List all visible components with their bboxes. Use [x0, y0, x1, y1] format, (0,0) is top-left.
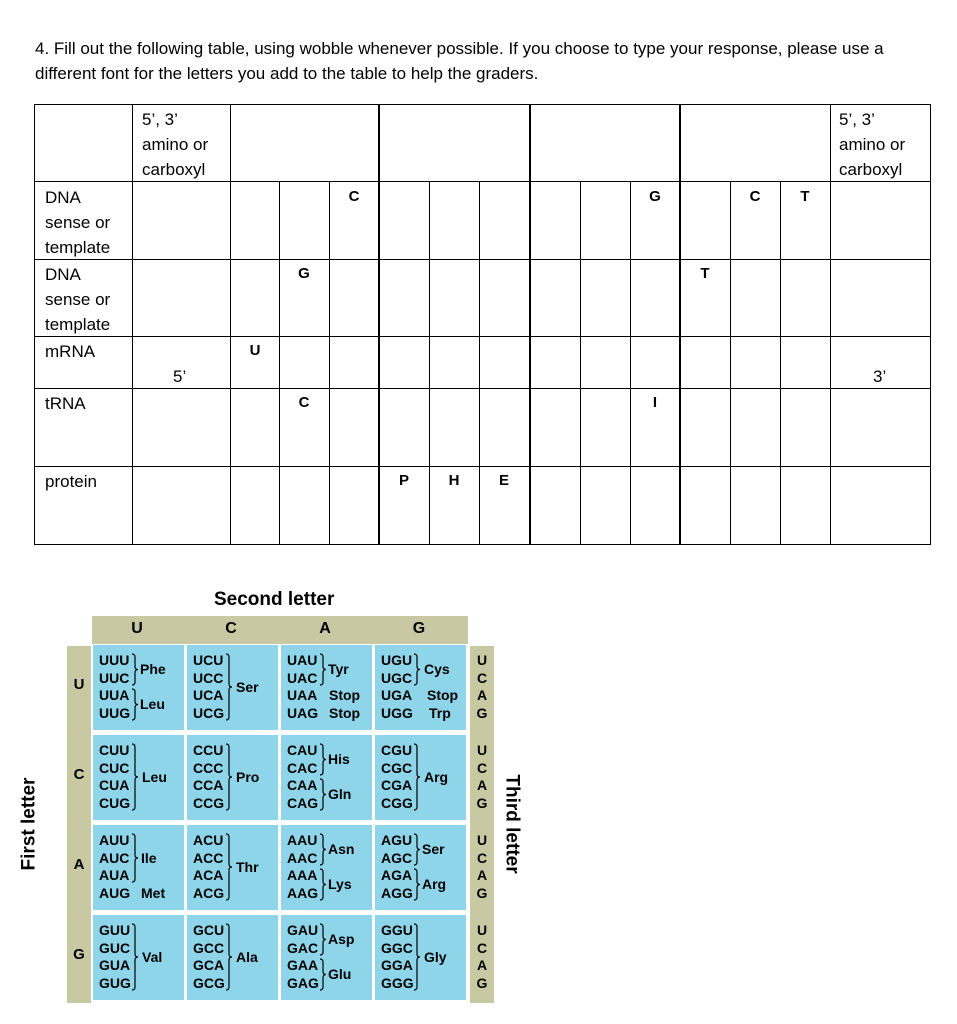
col-divider — [780, 181, 781, 545]
codon: GUG — [99, 974, 131, 991]
col-divider — [580, 181, 581, 545]
row-label-template: template — [45, 238, 111, 257]
codon: GCU — [193, 922, 225, 938]
codon: AGG — [381, 884, 413, 901]
codon: CAA — [287, 777, 318, 793]
amino-acid: Lys — [328, 876, 352, 892]
codon: CCG — [193, 794, 225, 811]
left-end-header-1: 5’, 3’ — [142, 110, 178, 129]
brace — [319, 653, 327, 686]
codon: AGC — [381, 849, 413, 866]
brace — [319, 778, 327, 811]
row-label-trna: tRNA — [45, 394, 86, 413]
codon: ACA — [193, 867, 224, 883]
row-label-dna: DNA — [45, 188, 81, 207]
brace — [413, 923, 421, 991]
amino-acid: Trp — [429, 704, 451, 721]
third-letter-u: U — [476, 652, 488, 668]
row-divider — [34, 336, 931, 337]
amino-acid: His — [328, 751, 350, 767]
row-divider — [34, 259, 931, 260]
amino-acid: Asp — [328, 931, 355, 947]
given-residue: P — [398, 472, 409, 489]
col-divider — [329, 181, 330, 545]
codon: GAC — [287, 939, 319, 956]
codon: UUC — [99, 669, 130, 686]
amino-acid: Val — [142, 949, 163, 965]
first-letter-c: C — [73, 766, 85, 783]
given-base: T — [700, 265, 710, 282]
codon-chart — [18, 585, 532, 1005]
brace — [131, 688, 139, 721]
amino-acid: Glu — [328, 966, 352, 982]
codon: GAU — [287, 922, 319, 938]
codon: GGA — [381, 957, 413, 973]
given-base: I — [652, 394, 658, 411]
third-letter-u: U — [476, 742, 488, 758]
brace — [413, 833, 421, 866]
col-divider — [730, 181, 731, 545]
codon: UCC — [193, 669, 224, 686]
amino-acid: Ala — [236, 949, 258, 965]
amino-acid: Leu — [142, 769, 167, 785]
codon: AUU — [99, 832, 130, 848]
third-letter-u: U — [476, 832, 488, 848]
amino-acid: Asn — [328, 841, 355, 857]
codon: UAC — [287, 669, 318, 686]
brace — [413, 868, 421, 901]
col-divider — [479, 181, 480, 545]
brace — [225, 833, 233, 901]
col-divider — [830, 104, 831, 545]
codon-chart-title: Second letter — [214, 589, 335, 610]
codon: CAG — [287, 794, 319, 811]
third-letter-g: G — [476, 884, 488, 901]
codon: CUC — [99, 759, 130, 776]
codon: CUU — [99, 742, 130, 758]
codon: AAC — [287, 849, 318, 866]
codon: UUA — [99, 687, 130, 703]
codon: GUU — [99, 922, 131, 938]
first-letter-axis: First letter — [18, 777, 40, 871]
brace — [319, 743, 327, 776]
brace — [319, 833, 327, 866]
brace — [225, 653, 233, 721]
right-end-header-2: amino or — [839, 135, 906, 154]
codon: UUG — [99, 704, 131, 721]
codon: AUC — [99, 849, 130, 866]
codon: UCG — [193, 704, 225, 721]
left-end-header-3: carboxyl — [142, 160, 206, 179]
codon: CUG — [99, 794, 131, 811]
row-label-protein: protein — [45, 472, 97, 491]
amino-acid: Leu — [140, 696, 165, 712]
codon: GCA — [193, 957, 225, 973]
codon: UCA — [193, 687, 224, 703]
row-divider — [34, 388, 931, 389]
brace — [131, 923, 139, 991]
codon: UCU — [193, 652, 224, 668]
codon: UGU — [381, 652, 413, 668]
amino-acid: Tyr — [328, 661, 349, 677]
third-letter-a: A — [476, 687, 488, 703]
codon: UGA — [381, 687, 413, 703]
stop-codon: Stop — [427, 687, 459, 703]
first-letter-u: U — [73, 676, 85, 693]
amino-acid: Ile — [141, 850, 157, 866]
third-letter-g: G — [476, 794, 488, 811]
brace — [131, 743, 139, 811]
second-letter-u: U — [131, 620, 143, 637]
third-letter-a: A — [476, 957, 488, 973]
amino-acid: Ser — [422, 841, 445, 857]
amino-acid: Met — [141, 884, 166, 901]
codon: AUA — [99, 867, 130, 883]
codon: CGA — [381, 777, 413, 793]
given-residue: H — [448, 472, 460, 489]
codon: GUA — [99, 957, 131, 973]
first-letter-g: G — [73, 946, 85, 963]
given-residue: E — [498, 472, 509, 489]
codon: AGU — [381, 832, 413, 848]
codon: UAA — [287, 687, 318, 703]
question-text: 4. Fill out the following table, using wobble whenever possible. If you choose to type your response, please use a different font for the letters you add to the table to help the graders. — [35, 39, 884, 83]
codon: AAA — [287, 867, 318, 883]
col-divider — [132, 104, 133, 545]
brace — [319, 868, 327, 901]
given-base: C — [298, 394, 310, 411]
codon: AAU — [287, 832, 318, 848]
amino-acid: Pro — [236, 769, 260, 785]
brace — [225, 743, 233, 811]
codon: UGC — [381, 669, 413, 686]
codon: UAU — [287, 652, 318, 668]
codon: CCA — [193, 777, 224, 793]
row-label-mrna: mRNA — [45, 342, 96, 361]
codon: ACC — [193, 849, 224, 866]
codon: GGG — [381, 974, 414, 991]
amino-acid: Arg — [422, 876, 447, 892]
given-base: C — [749, 188, 761, 205]
third-letter-a: A — [476, 867, 488, 883]
mrna-three-prime: 3’ — [873, 367, 887, 386]
codon: UUU — [99, 652, 130, 668]
brace — [413, 743, 421, 811]
codon: UGG — [381, 704, 413, 721]
brace — [319, 923, 327, 956]
third-letter-axis: Third letter — [501, 774, 523, 874]
row-label-dna: DNA — [45, 265, 81, 284]
row-label-sense: sense or — [45, 290, 111, 309]
codon: CCC — [193, 759, 224, 776]
stop-codon: Stop — [329, 704, 361, 721]
col-divider — [230, 104, 231, 545]
codon: UAG — [287, 704, 319, 721]
third-letter-g: G — [476, 704, 488, 721]
right-end-header-1: 5’, 3’ — [839, 110, 875, 129]
third-letter-c: C — [476, 669, 488, 686]
codon: CGU — [381, 742, 413, 758]
codon: ACG — [193, 884, 225, 901]
third-letter-u: U — [476, 922, 488, 938]
amino-acid: Phe — [140, 661, 166, 677]
right-end-header-3: carboxyl — [839, 160, 903, 179]
given-base: G — [649, 188, 661, 205]
worksheet-table — [34, 104, 931, 545]
codon: GGU — [381, 922, 413, 938]
first-letter-a: A — [73, 856, 85, 873]
brace — [131, 833, 139, 883]
row-divider — [34, 466, 931, 467]
codon-divider — [529, 104, 531, 545]
amino-acid: Ser — [236, 679, 259, 695]
codon: CGC — [381, 759, 413, 776]
third-letter-g: G — [476, 974, 488, 991]
codon: CAC — [287, 759, 318, 776]
codon: GCG — [193, 974, 225, 991]
brace — [225, 923, 233, 991]
codon: CAU — [287, 742, 318, 758]
given-base: G — [298, 265, 310, 282]
brace — [413, 653, 421, 686]
amino-acid: Arg — [424, 769, 449, 785]
row-label-template: template — [45, 315, 111, 334]
second-letter-a: A — [319, 620, 331, 637]
col-divider — [279, 181, 280, 545]
amino-acid: Gln — [328, 786, 352, 802]
codon: CUA — [99, 777, 130, 793]
codon: GAA — [287, 957, 319, 973]
given-base: C — [348, 188, 360, 205]
codon: GCC — [193, 939, 225, 956]
codon: CCU — [193, 742, 224, 758]
amino-acid: Gly — [424, 949, 447, 965]
codon-divider — [679, 104, 681, 545]
brace — [131, 653, 139, 686]
stop-codon: Stop — [329, 687, 361, 703]
codon: AGA — [381, 867, 413, 883]
col-divider — [630, 181, 631, 545]
third-letter-c: C — [476, 939, 488, 956]
amino-acid: Cys — [424, 661, 450, 677]
second-letter-g: G — [412, 620, 426, 637]
codon: ACU — [193, 832, 224, 848]
codon: GGC — [381, 939, 413, 956]
codon: GAG — [287, 974, 319, 991]
third-letter-c: C — [476, 759, 488, 776]
third-letter-c: C — [476, 849, 488, 866]
row-label-sense: sense or — [45, 213, 111, 232]
codon: AUG — [99, 884, 131, 901]
given-base: U — [249, 342, 261, 359]
codon: AAG — [287, 884, 319, 901]
left-end-header-2: amino or — [142, 135, 209, 154]
col-divider — [429, 181, 430, 545]
third-letter-a: A — [476, 777, 488, 793]
mrna-five-prime: 5’ — [173, 367, 187, 386]
codon: GUC — [99, 939, 131, 956]
brace — [319, 958, 327, 991]
given-base: T — [800, 188, 810, 205]
second-letter-c: C — [225, 620, 237, 637]
amino-acid: Thr — [236, 859, 259, 875]
codon: CGG — [381, 794, 413, 811]
